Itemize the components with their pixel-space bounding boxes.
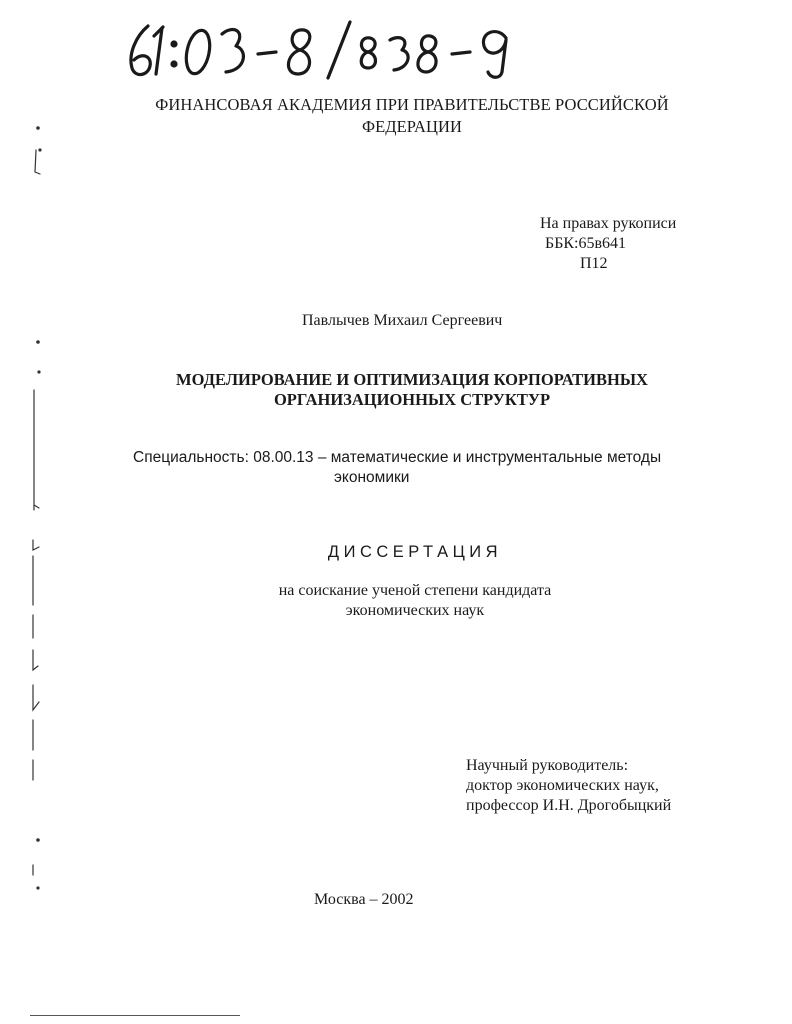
supervisor-block xyxy=(466,756,671,816)
supervisor-degree: доктор экономических наук, xyxy=(466,777,659,794)
bbk-code: ББК:65в641 xyxy=(545,235,627,252)
degree-line-1: на соискание ученой степени кандидата xyxy=(278,582,552,599)
scan-margin-marks xyxy=(20,110,50,910)
supervisor-label: Научный руководитель: xyxy=(466,757,629,774)
specialty-line-1: Специальность: 08.00.13 – математические и инструментальные методы xyxy=(133,449,662,466)
document-type-heading: ДИССЕРТАЦИЯ xyxy=(327,543,503,561)
city-year: Москва – 2002 xyxy=(314,891,414,908)
degree-description xyxy=(0,581,792,621)
organization-line-2: ФЕДЕРАЦИИ xyxy=(361,117,463,136)
manuscript-rights-label: На правах рукописи xyxy=(540,215,677,232)
organization-heading xyxy=(0,94,792,138)
supervisor-name: профессор И.Н. Дрогобыцкий xyxy=(466,797,672,814)
specialty-line-2: экономики xyxy=(334,469,410,486)
title-line-2: ОРГАНИЗАЦИОННЫХ СТРУКТУР xyxy=(273,390,551,409)
author-index: П12 xyxy=(580,255,608,272)
degree-line-2: экономических наук xyxy=(345,602,485,619)
handwritten-archive-number xyxy=(118,14,538,84)
title-line-1: МОДЕЛИРОВАНИЕ И ОПТИМИЗАЦИЯ КОРПОРАТИВНЫХ xyxy=(176,370,648,389)
dissertation-title xyxy=(0,370,792,410)
scan-bottom-edge xyxy=(30,1015,240,1016)
author-name: Павлычев Михаил Сергеевич xyxy=(302,312,503,329)
organization-line-1: ФИНАНСОВАЯ АКАДЕМИЯ ПРИ ПРАВИТЕЛЬСТВЕ РОССИЙСКОЙ xyxy=(155,95,669,114)
